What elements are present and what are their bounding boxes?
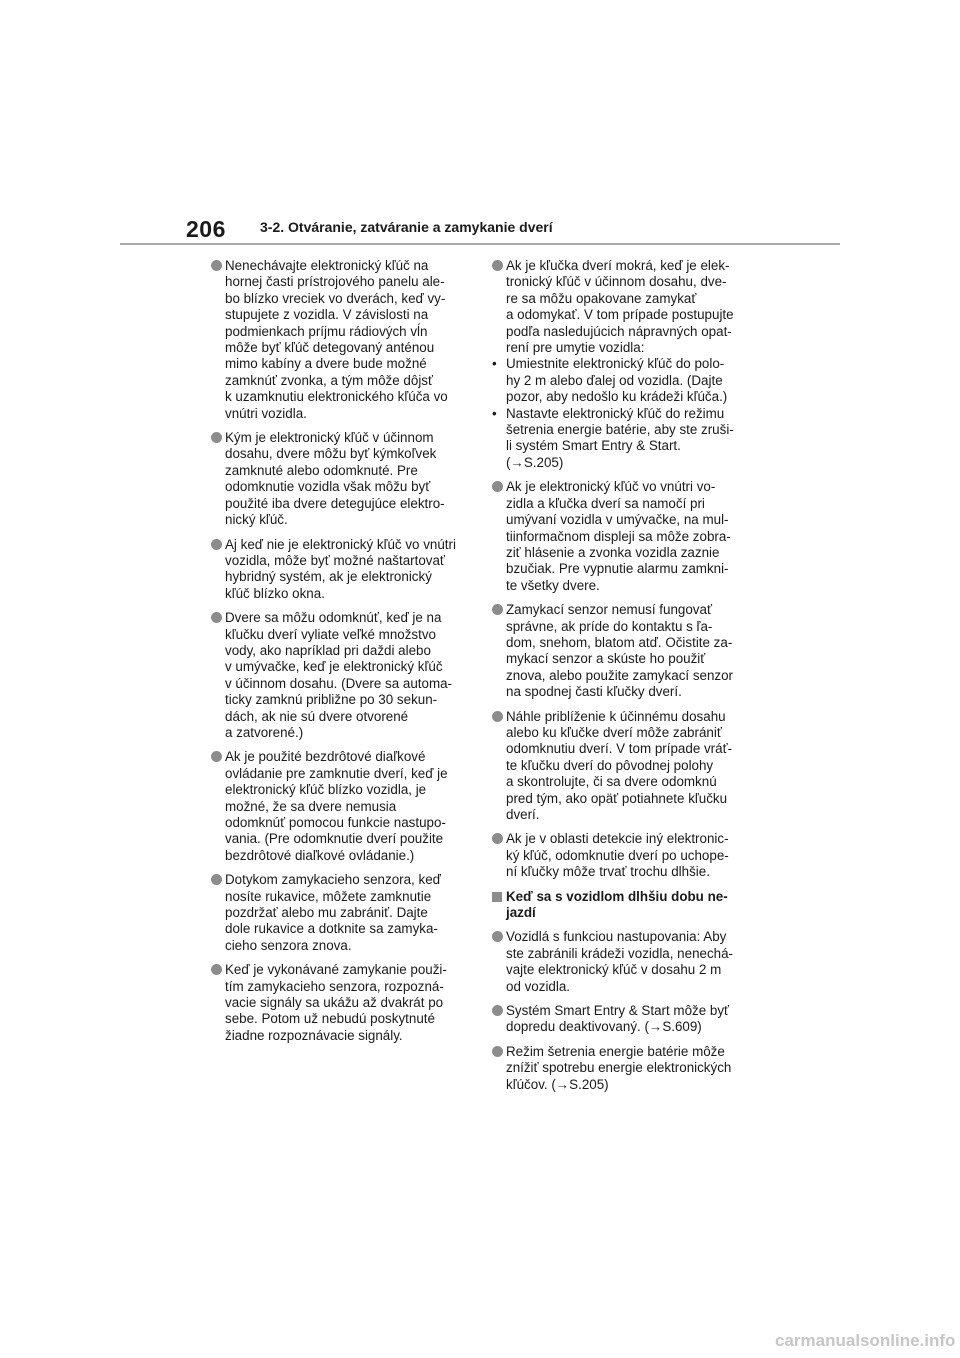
sub-list: [492, 356, 750, 471]
bullet-paragraph: [211, 610, 469, 741]
bullet-paragraph: [211, 962, 469, 1044]
paragraph-text: Vozidlá s funkciou nastupovania: Aby ste zabránili krádeži vozidla, nenechá- vajte elektronický kľúč v dosahu 2 m od vozidla.: [506, 929, 734, 994]
square-bullet-icon: [492, 892, 502, 902]
bullet-paragraph: [211, 749, 469, 864]
paragraph-text: Ak je kľučka dverí mokrá, keď je elek- tronický kľúč v účinnom dosahu, dve- re sa môžu opakovane zamykať a odomykať. V tom prípade postupujte podľa nasledujúcich nápravných opat- rení pre umytie vozidla:: [506, 258, 734, 356]
left-column: [211, 258, 469, 1052]
circle-bullet-icon: [211, 612, 222, 623]
paragraph-text: Ak je elektronický kľúč vo vnútri vo- zidla a kľučka dverí sa namočí pri umývaní vozidla v umývačke, na mul- tiinformačnom displeji sa môže zobra- ziť hlásenie a zvonka vozidla zaznie bzučiak. Pre vypnutie alarmu zamkni- te všetky dvere.: [506, 479, 731, 593]
circle-bullet-icon: [211, 874, 222, 885]
sub-bullet: •: [492, 405, 497, 421]
paragraph-text: Dotykom zamykacieho senzora, keď nosíte rukavice, môžete zamknutie pozdržať alebo mu zabrániť. Dajte dole rukavice a dotknite sa zamyka- cieho senzora znova.: [225, 872, 441, 953]
section-title: 3-2. Otváranie, zatváranie a zamykanie dverí: [260, 219, 553, 235]
circle-bullet-icon: [492, 931, 503, 942]
circle-bullet-icon: [211, 964, 222, 975]
paragraph-text: Nenechávajte elektronický kľúč na hornej časti prístrojového panelu ale- bo blízko vreciek vo dverách, keď vy- stupujete z vozidla. V závislosti na podmienkach príjmu rádiových vĺn môže byť kľúč detegovaný anténou mimo kabíny a dvere bude možné zamknúť zvonka, a tým môže dôjsť k uzamknutiu elektronického kľúča vo vnútri vozidla.: [225, 258, 448, 421]
paragraph-text: Zamykací senzor nemusí fungovať správne, ak príde do kontaktu s ľa- dom, snehom, blatom atď. Očistite za- mykací senzor a skúste ho použiť znova, alebo použite zamykací senzor na spodnej časti kľučky dverí.: [506, 602, 734, 700]
sub-list-item: [492, 406, 750, 472]
bullet-paragraph: [492, 1003, 750, 1036]
circle-bullet-icon: [492, 711, 503, 722]
section-heading: [492, 889, 750, 922]
bullet-paragraph: [211, 537, 469, 603]
circle-bullet-icon: [211, 260, 222, 271]
sub-list-item: [492, 356, 750, 405]
sub-item-text: Umiestnite elektronický kľúč do polo- hy 2 m alebo ďalej od vozidla. (Dajte pozor, aby nedošlo ku krádeži kľúča.): [506, 356, 728, 405]
circle-bullet-icon: [211, 539, 222, 550]
sub-bullet: •: [492, 356, 497, 372]
bullet-paragraph: [211, 258, 469, 422]
paragraph-text: Ak je v oblasti detekcie iný elektronic- ký kľúč, odomknutie dverí po uchope- ní kľučky môže trvať trochu dlhšie.: [506, 831, 729, 880]
header-divider: [120, 243, 840, 245]
page-number: 206: [186, 216, 226, 242]
bullet-paragraph: [492, 831, 750, 880]
bullet-paragraph: [492, 258, 750, 471]
circle-bullet-icon: [492, 1046, 503, 1057]
paragraph-text: Aj keď nie je elektronický kľúč vo vnútri vozidla, môže byť možné naštartovať hybridný systém, ak je elektronický kľúč blízko okna.: [225, 536, 456, 601]
circle-bullet-icon: [211, 432, 222, 443]
sub-item-text: Nastavte elektronický kľúč do režimu šetrenia energie batérie, aby ste zruši- li systém Smart Entry & Start. (→S.205): [506, 405, 734, 470]
paragraph-text: Systém Smart Entry & Start môže byť dopredu deaktivovaný. (→S.609): [506, 1003, 730, 1035]
circle-bullet-icon: [492, 833, 503, 844]
bullet-paragraph: [211, 872, 469, 954]
circle-bullet-icon: [492, 604, 503, 615]
circle-bullet-icon: [492, 481, 503, 492]
right-column: [492, 258, 750, 1101]
bullet-paragraph: [211, 430, 469, 528]
circle-bullet-icon: [211, 751, 222, 762]
watermark: carmanualsonline.info: [775, 1331, 956, 1350]
circle-bullet-icon: [492, 260, 503, 271]
bullet-paragraph: [492, 709, 750, 824]
circle-bullet-icon: [492, 1005, 503, 1016]
paragraph-text: Keď je vykonávané zamykanie použi- tím zamykacieho senzora, rozpozná- vacie signály sa ukážu až dvakrát po sebe. Potom už nebudú poskytnuté žiadne rozpoznávacie signály.: [225, 962, 447, 1043]
paragraph-text: Kým je elektronický kľúč v účinnom dosahu, dvere môžu byť kýmkoľvek zamknuté alebo odomknuté. Pre odomknutie vozidla však môžu byť použité iba dvere detegujúce elektro- nický kľúč.: [225, 430, 445, 528]
paragraph-text: Režim šetrenia energie batérie môže znížiť spotrebu energie elektronických kľúčov. (→S.205): [506, 1043, 732, 1092]
paragraph-text: Dvere sa môžu odomknúť, keď je na kľučku dverí vyliate veľké množstvo vody, ako napríklad pri daždi alebo v umývačke, keď je elektronický kľúč v účinnom dosahu. (Dvere sa automa- ticky zamknú približne po 30 sekun- dách, ak nie sú dvere otvorené a zatvorené.): [225, 610, 453, 740]
paragraph-text: Keď sa s vozidlom dlhšiu dobu ne- jazdí: [506, 888, 728, 921]
bullet-paragraph: [492, 929, 750, 995]
bullet-paragraph: [492, 479, 750, 594]
bullet-paragraph: [492, 1044, 750, 1093]
paragraph-text: Ak je použité bezdrôtové diaľkové ovládanie pre zamknutie dverí, keď je elektronický kľúč blízko vozidla, je možné, že sa dvere nemusia odomknúť pomocou funkcie nastupo- vania. (Pre odomknutie dverí použite bezdrôtové diaľkové ovládanie.): [225, 749, 448, 863]
page-header: [0, 0, 960, 250]
paragraph-text: Náhle priblíženie k účinnému dosahu alebo ku kľučke dverí môže zabrániť odomknutiu dverí. V tom prípade vráť- te kľučku dverí do pôvodnej polohy a skontrolujte, či sa dvere odomknú pred tým, ako opäť potiahnete kľučku dverí.: [506, 708, 733, 822]
bullet-paragraph: [492, 602, 750, 700]
